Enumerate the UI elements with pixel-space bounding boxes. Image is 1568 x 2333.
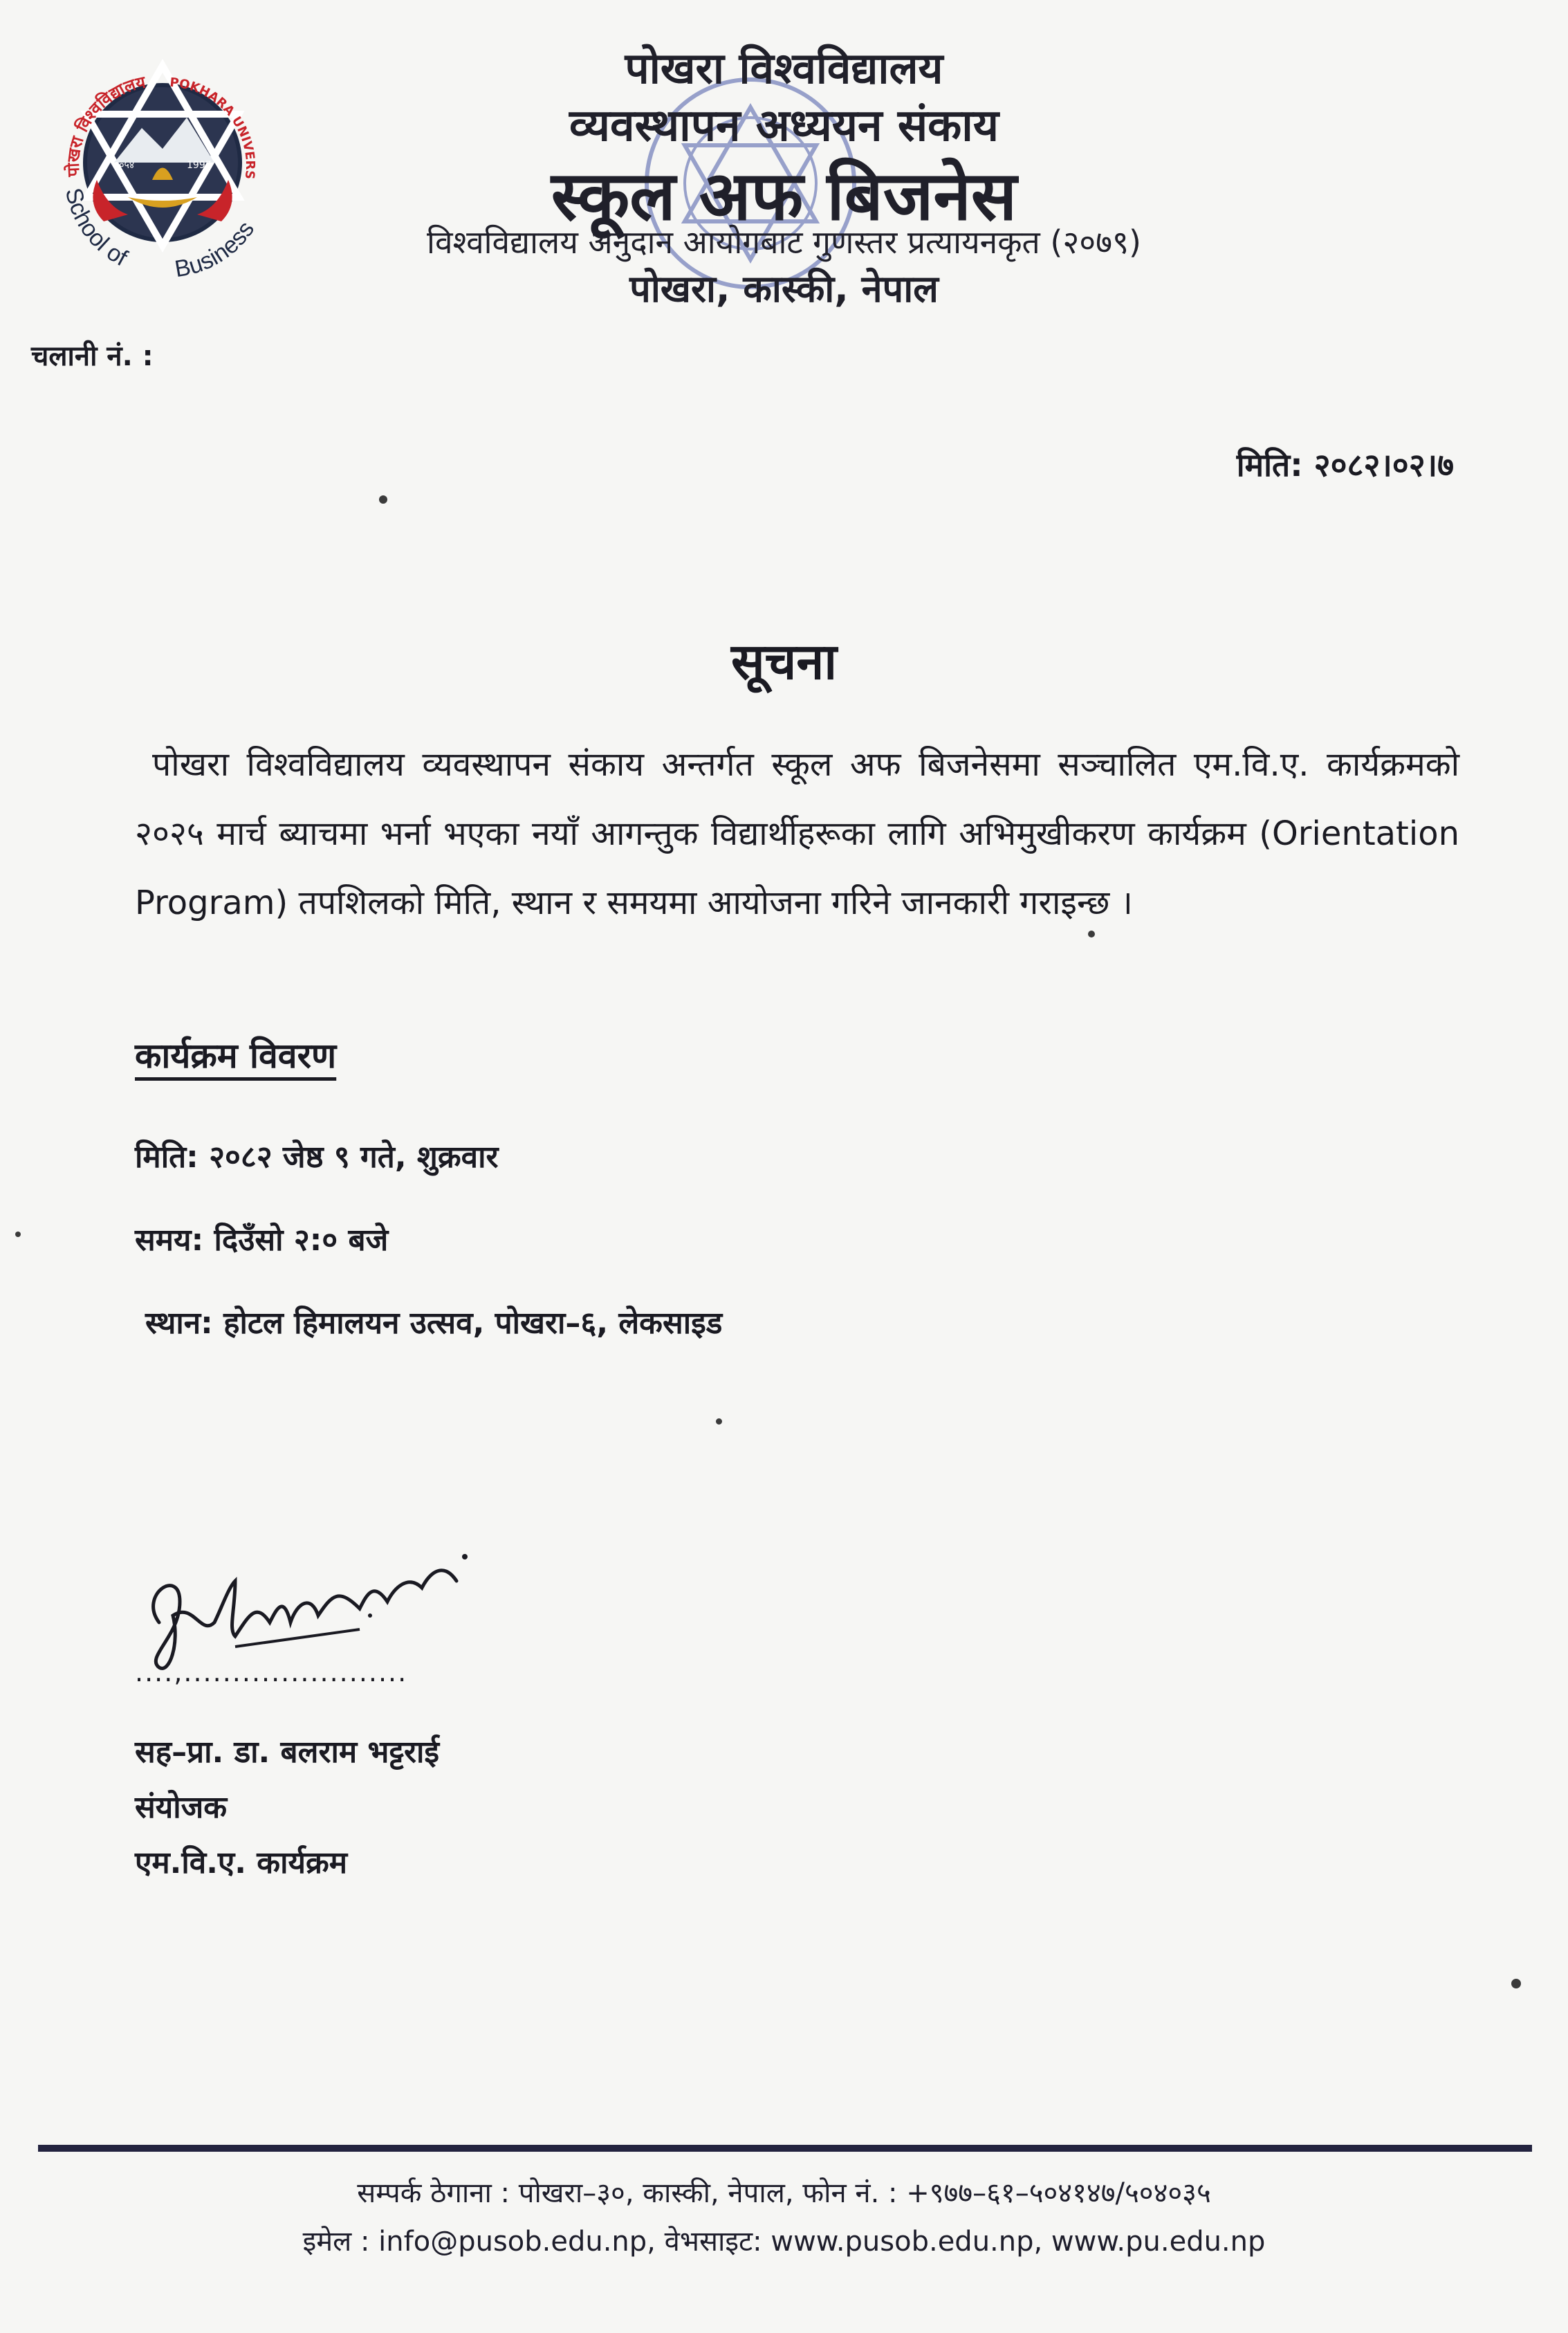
signature-line: ....,....................... (135, 1657, 408, 1687)
footer-email-web: इमेल : info@pusob.edu.np, वेभसाइट: www.pusob.edu.np, www.pu.edu.np (302, 2226, 1266, 2258)
signatory-role: संयोजक (135, 1790, 228, 1825)
notice-title: सूचना (730, 632, 837, 690)
program-date: मिति: २०८२ जेष्ठ ९ गते, शुक्रवार (135, 1140, 499, 1175)
signatory-name: सह–प्रा. डा. बलराम भट्टराई (135, 1735, 439, 1770)
scan-speck (15, 1232, 21, 1237)
signatory-program: एम.वि.ए. कार्यक्रम (135, 1845, 348, 1881)
program-venue: स्थान: होटल हिमालयन उत्सव, पोखरा–६, लेकसाइड (145, 1306, 723, 1341)
notice-body: पोखरा विश्वविद्यालय व्यवस्थापन संकाय अन्तर्गत स्कूल अफ बिजनेसमा सञ्चालित एम.वि.ए. कार्यक्रमको २०२५ मार्च ब्याचमा भर्ना भएका नयाँ आगन्तुक विद्यार्थीहरूका लागि अभिमुखीकरण कार्यक्रम (Orientation Program) तपशिलको मिति, स्थान र समयमा आयोजना गरिने जानकारी गराइन्छ । (135, 745, 1459, 922)
university-name: पोखरा विश्वविद्यालय (625, 43, 943, 93)
location-line: पोखरा, कास्की, नेपाल (629, 267, 939, 311)
logo-school-of: School of (59, 185, 132, 272)
logo-ring-english: POKHARA UNIVERS (169, 75, 258, 181)
logo-ring-nepali: पोखरा विश्वविद्यालय (63, 72, 147, 178)
scan-speck (1088, 931, 1095, 937)
logo-year-english: 1997 (187, 160, 212, 171)
scan-speck (716, 1418, 722, 1425)
program-details-heading: कार्यक्रम विवरण (135, 1036, 337, 1076)
footer-rule (38, 2145, 1532, 2152)
program-time: समय: दिउँसो २:० बजे (135, 1223, 389, 1258)
scan-speck (379, 495, 387, 504)
faculty-name: व्यवस्थापन अध्ययन संकाय (569, 100, 999, 152)
chalani-number: चलानी नं. : (31, 340, 154, 372)
scan-speck (1511, 1979, 1521, 1988)
letter-date: मिति: २०८२।०२।७ (1236, 446, 1454, 484)
school-name: स्कूल अफ बिजनेस (551, 157, 1017, 236)
logo-business: Business (172, 216, 260, 283)
footer-contact: सम्पर्क ठेगाना : पोखरा–३०, कास्की, नेपाल, फोन नं. : +९७७–६१–५०४१४७/५०४०३५ (357, 2177, 1211, 2209)
accreditation-line: विश्वविद्यालय अनुदान आयोगबाट गुणस्तर प्रत्यायनकृत (२०७९) (427, 223, 1141, 261)
logo-year-nepali: २०५४ (114, 160, 135, 171)
